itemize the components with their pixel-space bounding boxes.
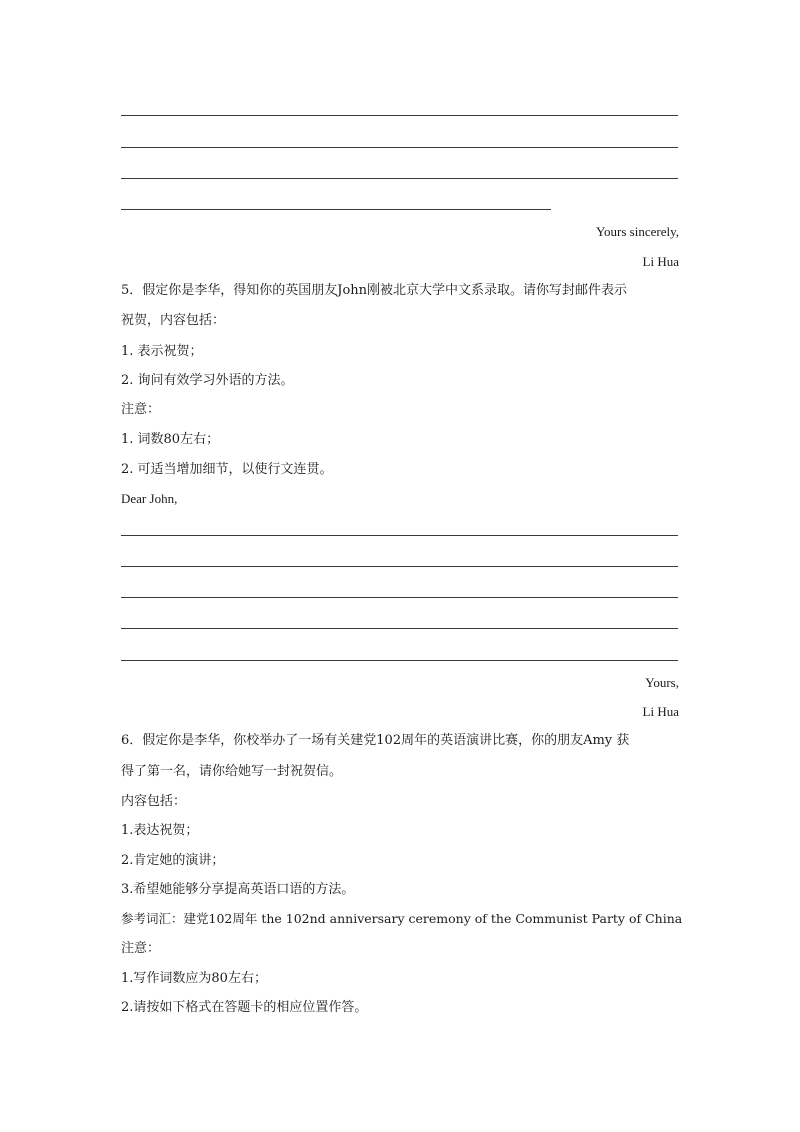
answer-line-4-1: [121, 115, 678, 116]
closing-4: Yours sincerely,: [595, 224, 679, 239]
q6-prompt-line2: 得了第一名，请你给她写一封祝贺信。: [121, 764, 343, 779]
answer-line-5-1: [121, 535, 678, 536]
q5-item-1: 1. 表示祝贺；: [121, 344, 203, 359]
closing-5: Yours,: [645, 675, 679, 690]
signature-4: Li Hua: [642, 254, 679, 269]
q6-prompt-line1: 6．假定你是李华，你校举办了一场有关建党102周年的英语演讲比赛，你的朋友Amy 获: [121, 733, 630, 748]
q6-item-2: 2.肯定她的演讲；: [121, 853, 225, 868]
q6-vocab: 参考词汇：建党102周年 the 102nd anniversary ceremony of the Communist Party of China: [121, 911, 683, 926]
answer-line-5-2: [121, 566, 678, 567]
q6-note-label: 注意：: [121, 941, 161, 956]
q5-note-label: 注意：: [121, 402, 161, 417]
q5-prompt-line2: 祝贺，内容包括：: [121, 313, 226, 328]
q6-content-label: 内容包括：: [121, 794, 187, 809]
q6-note-1: 1.写作词数应为80左右；: [121, 971, 267, 986]
q6-item-1: 1.表达祝贺；: [121, 823, 199, 838]
answer-line-5-3: [121, 597, 678, 598]
q6-item-3: 3.希望她能够分享提高英语口语的方法。: [121, 882, 355, 897]
answer-line-4-4: [121, 209, 551, 210]
answer-line-4-3: [121, 178, 678, 179]
answer-line-5-4: [121, 628, 678, 629]
answer-line-4-2: [121, 147, 678, 148]
q5-prompt-line1: 5．假定你是李华，得知你的英国朋友John刚被北京大学中文系录取。请你写封邮件表示: [121, 283, 628, 298]
answer-line-5-5: [121, 660, 678, 661]
signature-5: Li Hua: [642, 704, 679, 719]
q5-salutation: Dear John,: [121, 491, 178, 506]
q6-note-2: 2.请按如下格式在答题卡的相应位置作答。: [121, 1000, 368, 1015]
q5-item-2: 2. 询问有效学习外语的方法。: [121, 373, 294, 388]
q5-note-1: 1. 词数80左右；: [121, 432, 220, 447]
q5-note-2: 2. 可适当增加细节，以使行文连贯。: [121, 462, 333, 477]
